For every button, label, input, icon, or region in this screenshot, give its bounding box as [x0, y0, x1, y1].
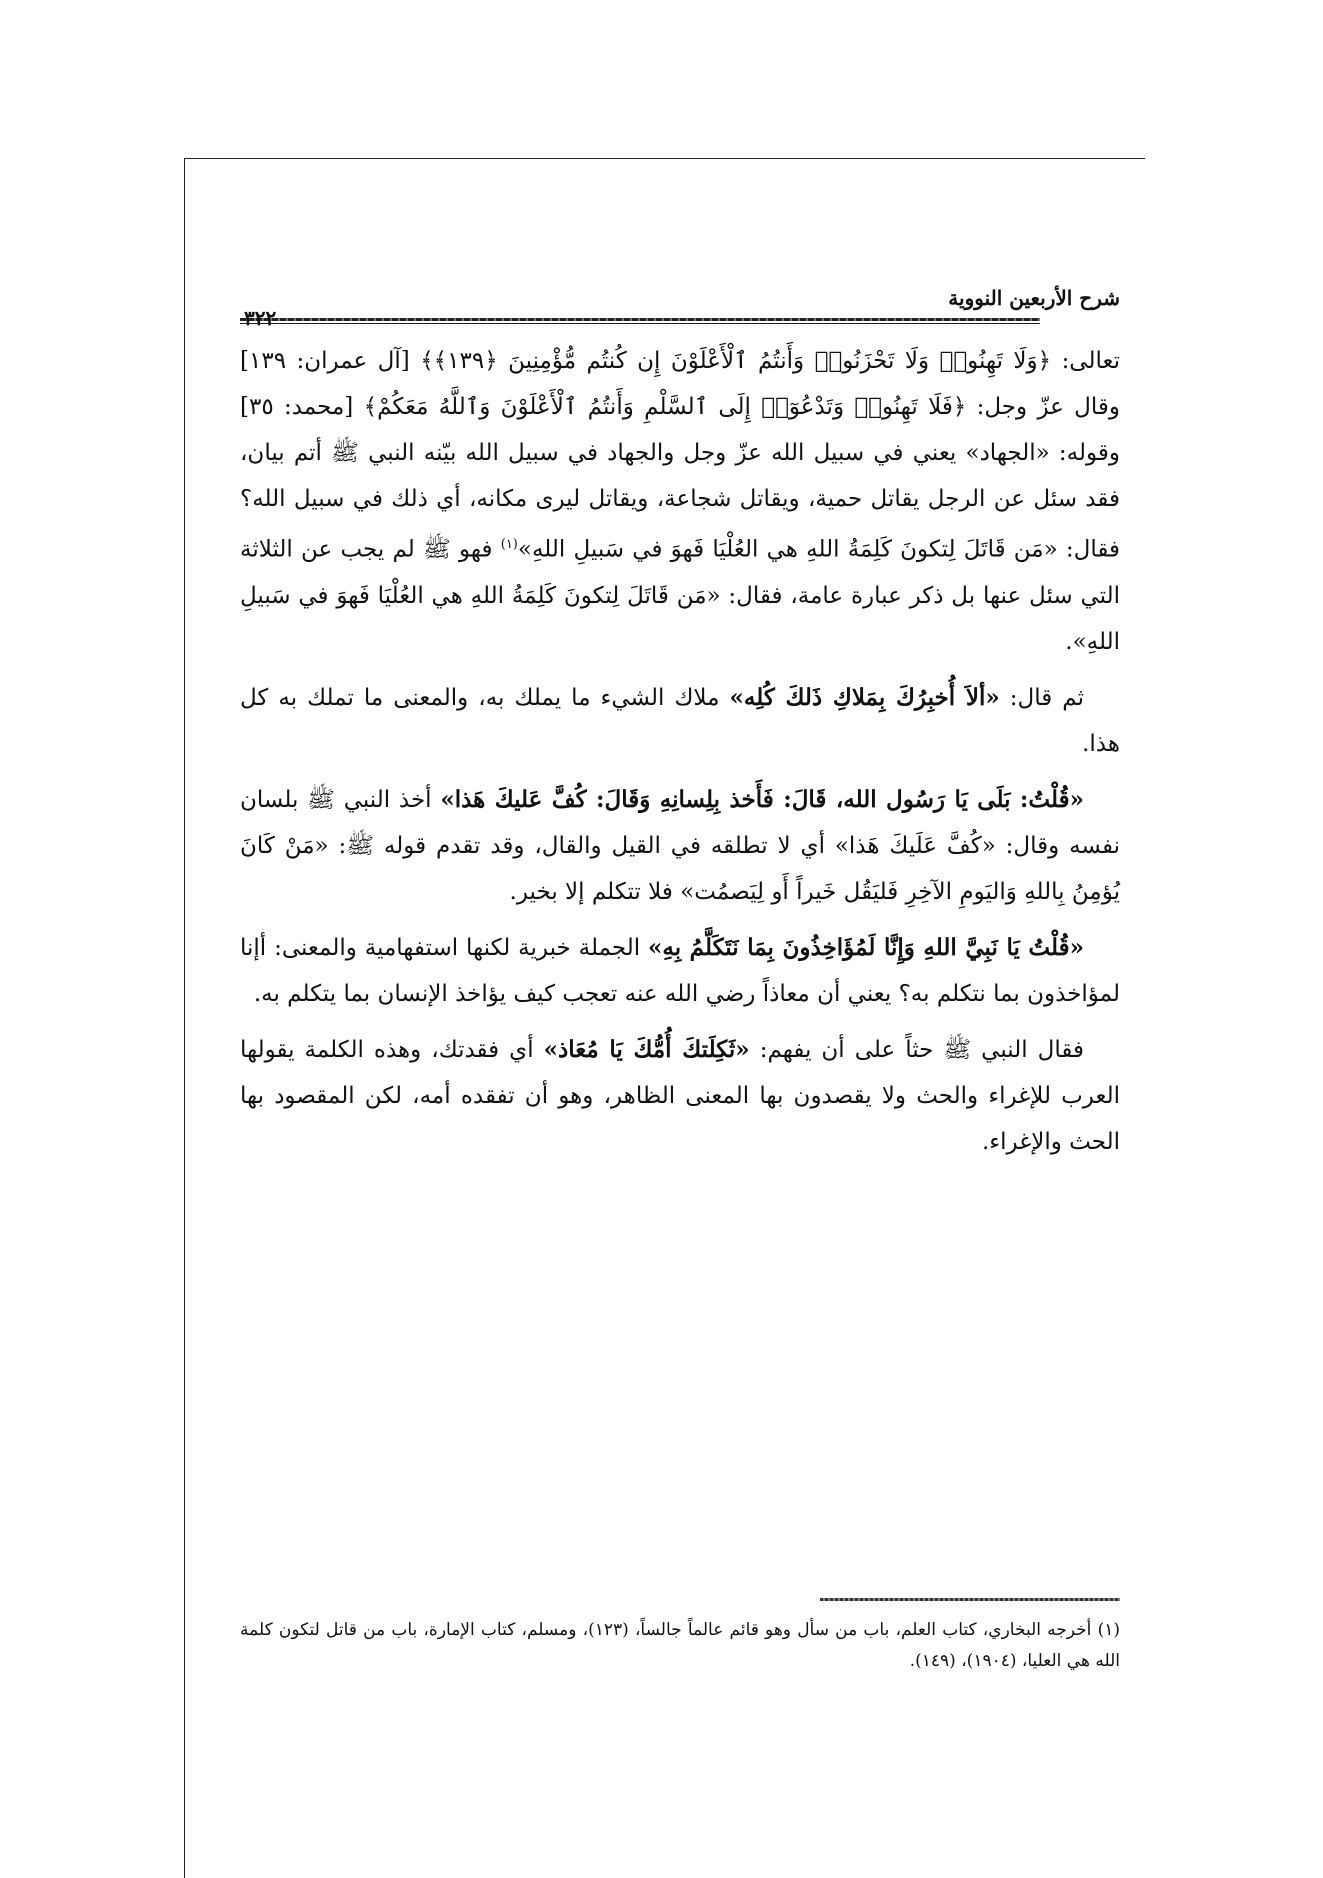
footnote-ref: (١) — [500, 537, 518, 552]
paragraph-lead: فقال النبي ﷺ حثاً على أن يفهم: — [749, 1036, 1084, 1063]
paragraph-lead: ثم قال: — [999, 684, 1085, 711]
hadith-quote: «ألاَ أُخبِرُكَ بِمَلاكِ ذَلكَ كُلِه» — [729, 683, 1000, 711]
book-title: شرح الأربعين النووية — [948, 286, 1120, 310]
crop-mark-left — [184, 158, 185, 1878]
page-number: ٣٢٢ — [244, 306, 277, 330]
hadith-quote: «قُلْتُ يَا نَبِيَّ اللهِ وَإِنَّا لَمُؤَاخِذُونَ بِمَا نَتَكَلَّمُ بِهِ» — [648, 933, 1084, 961]
hadith-quote: «قُلْتُ: بَلَى يَا رَسُول الله، قَالَ: فَأَخذ بِلِسانِهِ وَقَالَ: كُفَّ عَليكَ هَذا» — [440, 785, 1084, 813]
page-body — [240, 338, 1120, 1165]
paragraph-text: أخذ النبي ﷺ بلسان نفسه وقال: «كُفَّ عَلَيكَ هَذا» أي لا تطلقه في القيل والقال، وقد تقدم قوله ﷺ: «مَنْ كَانَ يُؤمِنُ بِاللهِ وَاليَومِ الآخِرِ فَليَقُل خَيراً أَو لِيَصمُت» فلا تتكلم إلا بخير. — [240, 786, 1120, 905]
header-rule-thin — [240, 323, 1040, 324]
footnote: (١) أخرجه البخاري، كتاب العلم، باب من سأل وهو قائم عالماً جالساً، (١٢٣)، ومسلم، كتاب الإمارة، باب من قاتل لتكون كلمة الله هي العليا، (١٩٠٤)، (١٤٩). — [240, 1620, 1120, 1671]
paragraph-text: ملاك الشيء ما يملك به، والمعنى ما تملك به كل هذا. — [240, 684, 1120, 757]
running-header — [240, 280, 1120, 330]
paragraph-text: أي فقدتك، وهذه الكلمة يقولها العرب للإغراء والحث ولا يقصدون بها المعنى الظاهر، وهو أن تفقده أمه، لكن المقصود بها الحث والإغراء. — [240, 1036, 1120, 1155]
paragraph-5 — [240, 1027, 1120, 1165]
paragraph-4 — [240, 925, 1120, 1017]
paragraph-3 — [240, 777, 1120, 915]
footnote-separator — [820, 1598, 1120, 1601]
paragraph-1 — [240, 338, 1120, 665]
paragraph-text: الجملة خبرية لكنها استفهامية والمعنى: أإنا لمؤاخذون بما نتكلم به؟ يعني أن معاذاً رضي الله عنه تعجب كيف يؤاخذ الإنسان بما يتكلم به. — [240, 934, 1120, 1007]
paragraph-text: فهو ﷺ لم يجب عن الثلاثة التي سئل عنها بل ذكر عبارة عامة، فقال: «مَن قَاتَلَ لِتكونَ كَلِمَةُ اللهِ هي العُلْيَا فَهوَ في سَبيلِ اللهِ». — [240, 536, 1120, 655]
hadith-quote: «ثَكِلَتكَ أُمُّكَ يَا مُعَاذ» — [543, 1035, 750, 1063]
book-page — [240, 280, 1120, 1671]
header-rule — [240, 318, 1040, 321]
crop-mark-top — [185, 158, 1145, 159]
paragraph-2 — [240, 675, 1120, 767]
paragraph-text: تعالى: ﴿وَلَا تَهِنُوا۟ وَلَا تَحْزَنُوا۟ وَأَنتُمُ ٱلْأَعْلَوْنَ إِن كُنتُم مُّؤْمِنِينَ ﴿١٣٩﴾﴾ [آل عمران: ١٣٩] وقال عزّ وجل: ﴿فَلَا تَهِنُوا۟ وَتَدْعُوٓا۟ إِلَى ٱلسَّلْمِ وَأَنتُمُ ٱلْأَعْلَوْنَ وَٱللَّهُ مَعَكُمْ﴾ [محمد: ٣٥] وقوله: «الجهاد» يعني في سبيل الله عزّ وجل والجهاد في سبيل الله بيّنه النبي ﷺ أتم بيان، فقد سئل عن الرجل يقاتل حمية، ويقاتل شجاعة، ويقاتل ليرى مكانه، أي ذلك في سبيل الله؟ فقال: «مَن قَاتَلَ لِتكونَ كَلِمَةُ اللهِ هي العُلْيَا فَهوَ في سَبيلِ اللهِ» — [240, 348, 1120, 563]
